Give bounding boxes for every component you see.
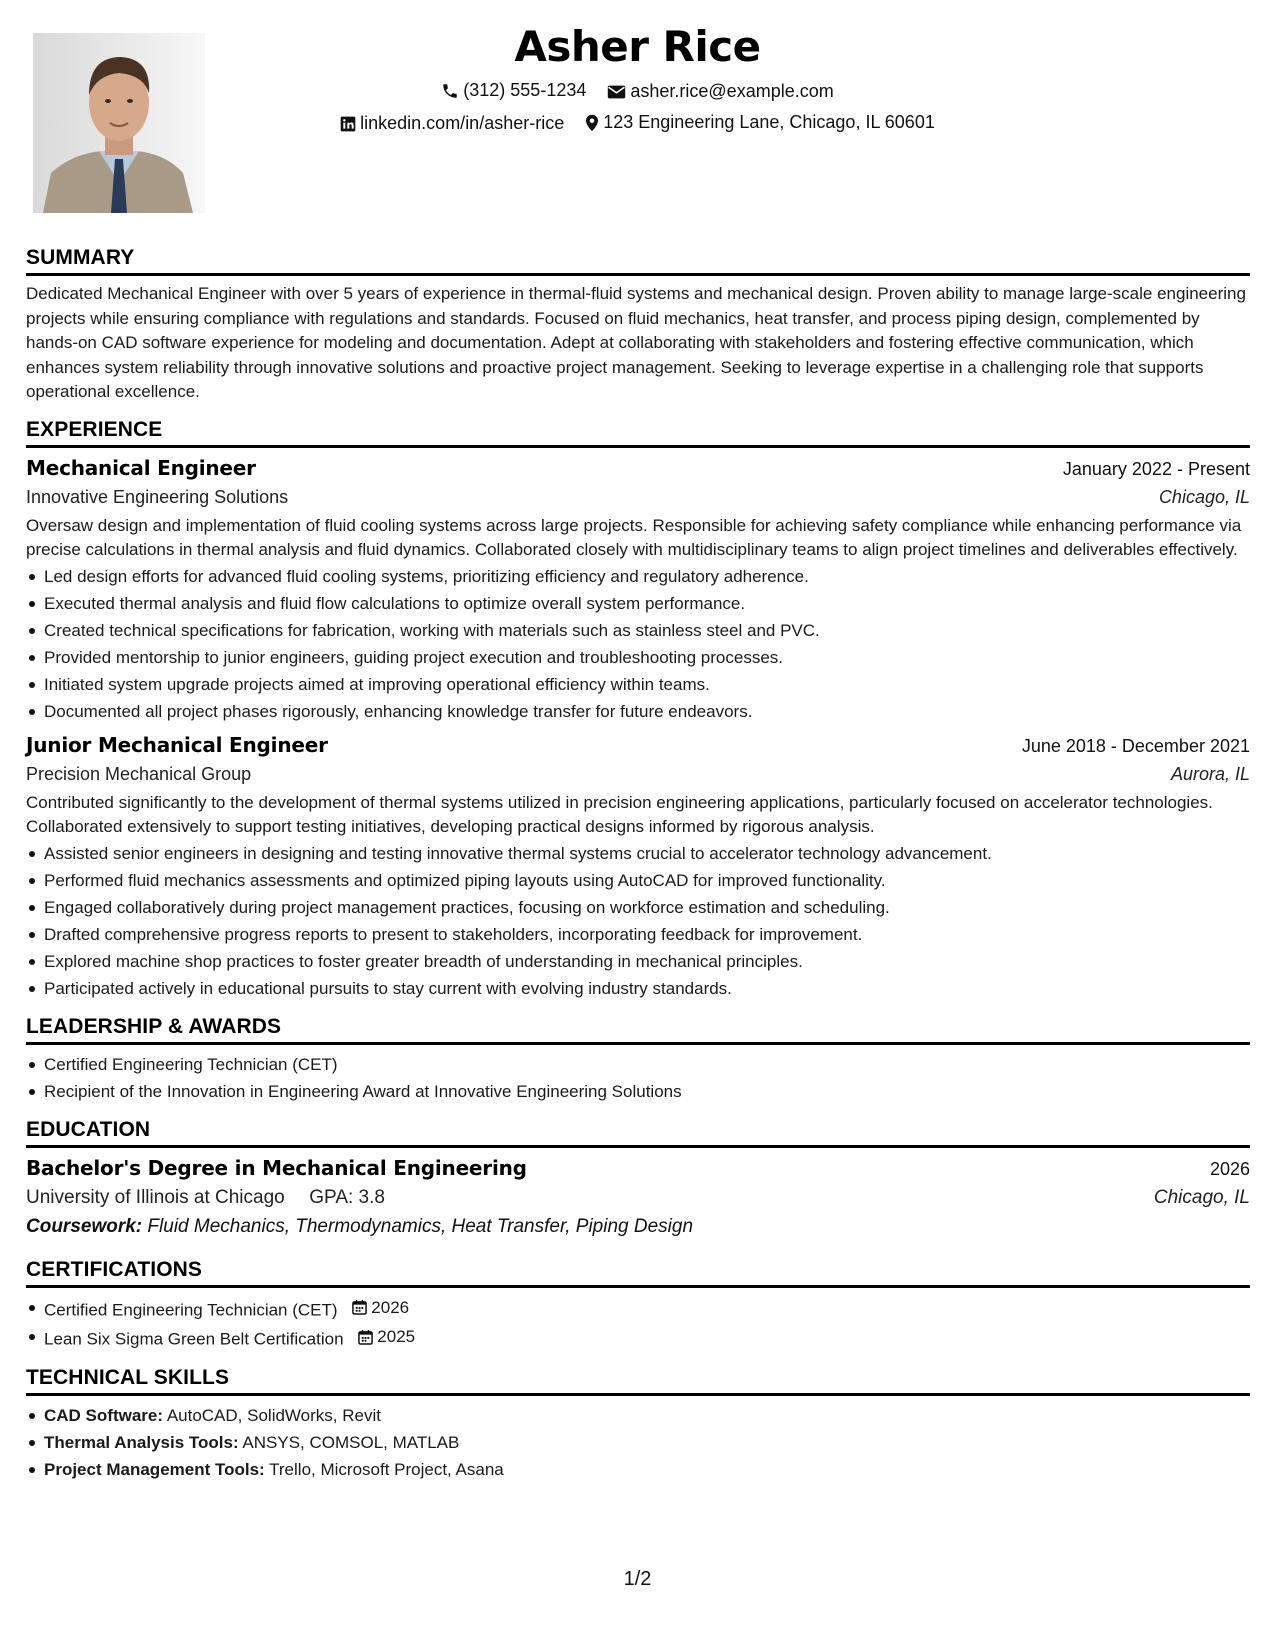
email-contact[interactable]	[607, 81, 833, 102]
school-location: Chicago, IL	[1153, 1186, 1250, 1208]
skill-value: ANSYS, COMSOL, MATLAB	[242, 1432, 460, 1452]
list-item: Created technical specifications for fabrication, working with materials such as stainless steel and PVC.	[26, 617, 1250, 644]
skill-label: Thermal Analysis Tools:	[44, 1432, 239, 1452]
leadership-section	[26, 1015, 1250, 1105]
job-bullets	[26, 563, 1250, 725]
list-item	[26, 1429, 1250, 1456]
skills-heading: TECHNICAL SKILLS	[26, 1366, 1250, 1396]
list-item: Provided mentorship to junior engineers, guiding project execution and troubleshooting processes.	[26, 644, 1250, 671]
list-item: Recipient of the Innovation in Engineering Award at Innovative Engineering Solutions	[26, 1078, 1250, 1105]
certifications-heading: CERTIFICATIONS	[26, 1258, 1250, 1288]
job-title: Junior Mechanical Engineer	[26, 732, 328, 757]
certifications-section	[26, 1258, 1250, 1353]
address-text: 123 Engineering Lane, Chicago, IL 60601	[603, 112, 935, 132]
summary-heading: SUMMARY	[26, 246, 1250, 276]
skill-value: AutoCAD, SolidWorks, Revit	[166, 1405, 381, 1425]
phone-text: (312) 555-1234	[463, 80, 587, 100]
list-item: Led design efforts for advanced fluid cooling systems, prioritizing efficiency and regulatory adherence.	[26, 563, 1250, 590]
phone-icon	[441, 82, 459, 100]
envelope-icon	[607, 84, 626, 100]
degree-title: Bachelor's Degree in Mechanical Engineering	[26, 1155, 527, 1180]
gpa-text: GPA: 3.8	[309, 1186, 385, 1208]
email-text: asher.rice@example.com	[630, 81, 834, 101]
job-description: Oversaw design and implementation of fluid cooling systems across large projects. Responsible for achieving safety compliance while enhancing performance via precise calculations in thermal analysis and fluid dynamics. Collaborated closely with multidisciplinary teams to align project timelines and deliverables effectively.	[26, 515, 1242, 559]
job-company: Innovative Engineering Solutions	[26, 486, 289, 507]
page-number: 1/2	[623, 1568, 652, 1590]
graduation-year: 2026	[1209, 1158, 1250, 1179]
job-location: Chicago, IL	[1158, 486, 1250, 507]
resume-content	[26, 246, 1250, 1496]
leadership-list	[26, 1051, 1250, 1105]
experience-heading: EXPERIENCE	[26, 418, 1250, 448]
job-dates: June 2018 - December 2021	[1021, 735, 1250, 756]
list-item: Performed fluid mechanics assessments and optimized piping layouts using AutoCAD for improved functionality.	[26, 867, 1250, 894]
education-heading: EDUCATION	[26, 1118, 1250, 1148]
summary-text: Dedicated Mechanical Engineer with over 5 years of experience in thermal-fluid systems and mechanical design. Proven ability to manage large-scale engineering projects while ensuring compliance with regulations and standards. Focused on fluid mechanics, heat transfer, and process piping design, complemented by hands-on CAD software experience for modeling and documentation. Adept at collaborating with stakeholders and fostering effective communication, which enhances system reliability through innovative solutions and proactive project management. Seeking to leverage expertise in a challenging role that supports operational excellence.	[26, 284, 1246, 401]
linkedin-text: linkedin.com/in/asher-rice	[360, 113, 565, 133]
contact-row-secondary	[0, 112, 1275, 137]
contact-row-primary	[0, 80, 1275, 105]
skills-section	[26, 1366, 1250, 1483]
skill-label: Project Management Tools:	[44, 1459, 265, 1479]
list-item: Drafted comprehensive progress reports to present to stakeholders, incorporating feedback for improvement.	[26, 921, 1250, 948]
coursework-label: Coursework:	[26, 1215, 143, 1237]
list-item: Executed thermal analysis and fluid flow calculations to optimize overall system performance.	[26, 590, 1250, 617]
summary-section	[26, 246, 1250, 405]
cert-name: Certified Engineering Technician (CET)	[44, 1300, 338, 1319]
leadership-heading: LEADERSHIP & AWARDS	[26, 1015, 1250, 1045]
job-location: Aurora, IL	[1170, 763, 1250, 784]
job-description: Contributed significantly to the development of thermal systems utilized in precision engineering applications, particularly focused on accelerator technologies. Collaborated extensively to support testing initiatives, developing practical designs informed by rigorous analysis.	[26, 792, 1213, 836]
linkedin-icon	[340, 116, 356, 132]
map-pin-icon	[585, 114, 599, 132]
skill-value: Trello, Microsoft Project, Asana	[269, 1459, 504, 1479]
job-title: Mechanical Engineer	[26, 455, 256, 480]
cert-year: 2026	[371, 1297, 410, 1317]
job-dates: January 2022 - Present	[1062, 458, 1250, 479]
phone-contact[interactable]	[441, 80, 586, 101]
address-contact	[585, 112, 935, 133]
skill-label: CAD Software:	[44, 1405, 164, 1425]
list-item: Initiated system upgrade projects aimed at improving operational efficiency within teams.	[26, 671, 1250, 698]
cert-year: 2025	[377, 1327, 416, 1346]
coursework-list: Fluid Mechanics, Thermodynamics, Heat Transfer, Piping Design	[147, 1215, 694, 1237]
list-item	[26, 1402, 1250, 1429]
experience-section	[26, 418, 1250, 1002]
list-item	[26, 1456, 1250, 1483]
candidate-name: Asher Rice	[514, 22, 761, 71]
list-item: Explored machine shop practices to foster greater breadth of understanding in mechanical principles.	[26, 948, 1250, 975]
list-item	[26, 1294, 1250, 1324]
list-item: Participated actively in educational pursuits to stay current with evolving industry standards.	[26, 975, 1250, 1002]
linkedin-contact[interactable]	[340, 113, 564, 134]
calendar-icon	[352, 1299, 367, 1315]
job-company: Precision Mechanical Group	[26, 763, 252, 784]
list-item: Certified Engineering Technician (CET)	[26, 1051, 1250, 1078]
school-name: University of Illinois at Chicago	[26, 1186, 285, 1208]
job-entry	[26, 733, 1250, 1002]
certifications-list	[26, 1294, 1250, 1353]
education-section	[26, 1118, 1250, 1238]
job-entry	[26, 456, 1250, 725]
list-item	[26, 1323, 1250, 1353]
coursework	[26, 1216, 1250, 1238]
list-item: Assisted senior engineers in designing and testing innovative thermal systems crucial to accelerator technology advancement.	[26, 840, 1250, 867]
list-item: Engaged collaboratively during project management practices, focusing on workforce estimation and scheduling.	[26, 894, 1250, 921]
calendar-icon	[358, 1329, 373, 1345]
cert-name: Lean Six Sigma Green Belt Certification	[44, 1329, 344, 1349]
list-item: Documented all project phases rigorously, enhancing knowledge transfer for future endeavors.	[26, 698, 1250, 725]
job-bullets	[26, 840, 1250, 1002]
skills-list	[26, 1402, 1250, 1483]
